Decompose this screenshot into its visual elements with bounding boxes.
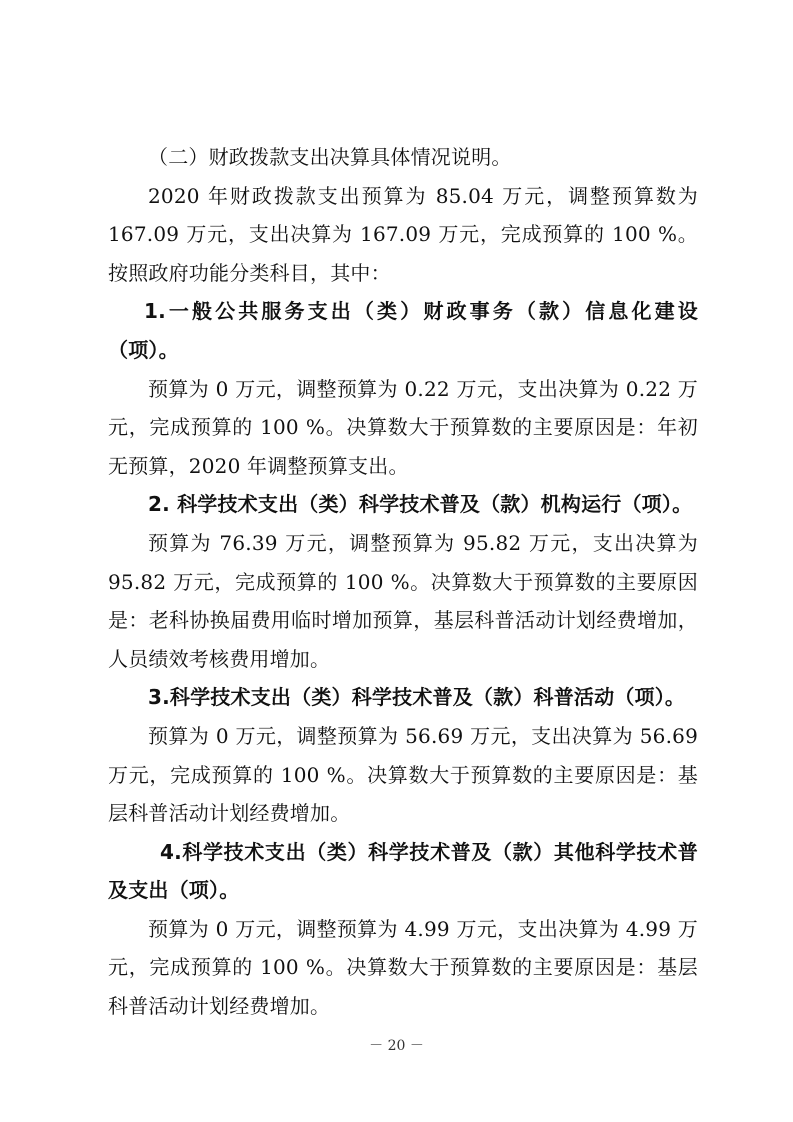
- item-paragraph-4: 预算为 0 万元，调整预算为 4.99 万元，支出决算为 4.99 万元，完成预算的 100 %。决算数大于预算数的主要原因是：基层科普活动计划经费增加。: [108, 916, 698, 1019]
- item-paragraph-1: 预算为 0 万元，调整预算为 0.22 万元，支出决算为 0.22 万元，完成预算的 100 %。决算数大于预算数的主要原因是：年初无预算，2020 年调整预算支出。: [108, 376, 698, 478]
- page-number: － 20 －: [369, 1038, 424, 1054]
- item-heading-1: 1.一般公共服务支出（类）财政事务（款）信息化建设（项）。: [108, 299, 698, 362]
- section-intro: （二）财政拨款支出决算具体情况说明。: [148, 145, 512, 169]
- item-heading-3: 3.科学技术支出（类）科学技术普及（款）科普活动（项）。: [148, 685, 686, 710]
- item-heading-2: 2. 科学技术支出（类）科学技术普及（款）机构运行（项）。: [148, 492, 693, 517]
- item-paragraph-2: 预算为 76.39 万元，调整预算为 95.82 万元，支出决算为95.82 万元，完成预算的 100 %。决算数大于预算数的主要原因是：老科协换届费用临时增加预算，基层科普活动计划经费增加，人员绩效考核费用增加。: [108, 530, 698, 671]
- document-body: [108, 138, 698, 1026]
- item-paragraph-3: 预算为 0 万元，调整预算为 56.69 万元，支出决算为 56.69 万元，完成预算的 100 %。决算数大于预算数的主要原因是：基层科普活动计划经费增加。: [108, 723, 698, 826]
- item-heading-4: 4.科学技术支出（类）科学技术普及（款）其他科学技术普及支出（项）。: [108, 839, 698, 903]
- summary-paragraph: 2020 年财政拨款支出预算为 85.04 万元，调整预算数为167.09 万元，支出决算为 167.09 万元，完成预算的 100 %。按照政府功能分类科目，其中：: [108, 183, 698, 285]
